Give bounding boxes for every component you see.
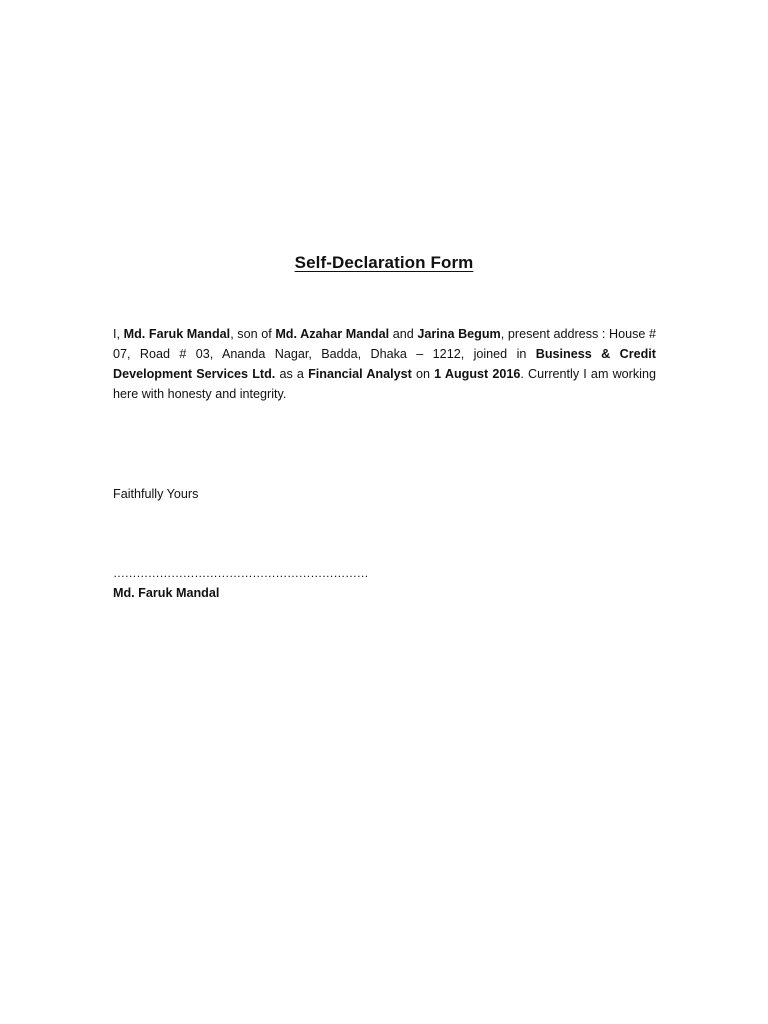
paragraph-text: and [389,327,418,341]
paragraph-text: , son of [230,327,276,341]
father-name: Md. Azahar Mandal [275,327,390,341]
paragraph-text: , present address : House # 07, Road # 03, Ananda Nagar, Badda, Dhaka – 1212, joined in [113,327,657,361]
joining-date: 1 August 2016 [434,367,521,381]
company-name: Business & Credit Development Services Ltd. [113,347,656,381]
paragraph-text: as a [275,367,309,381]
paragraph-text: I, [113,327,124,341]
signer-name: Md. Faruk Mandal [113,586,220,600]
declarant-name: Md. Faruk Mandal [123,327,231,341]
closing-salutation: Faithfully Yours [113,487,199,501]
signature-line: ………………………………………………………… [113,566,369,580]
mother-name: Jarina Begum [417,327,501,341]
paragraph-text: . Currently I am working here with honesty and integrity. [113,367,656,401]
paragraph-text: on [411,367,435,381]
declaration-paragraph [113,324,656,404]
page-title: Self-Declaration Form [294,253,474,272]
job-position: Financial Analyst [308,367,412,381]
